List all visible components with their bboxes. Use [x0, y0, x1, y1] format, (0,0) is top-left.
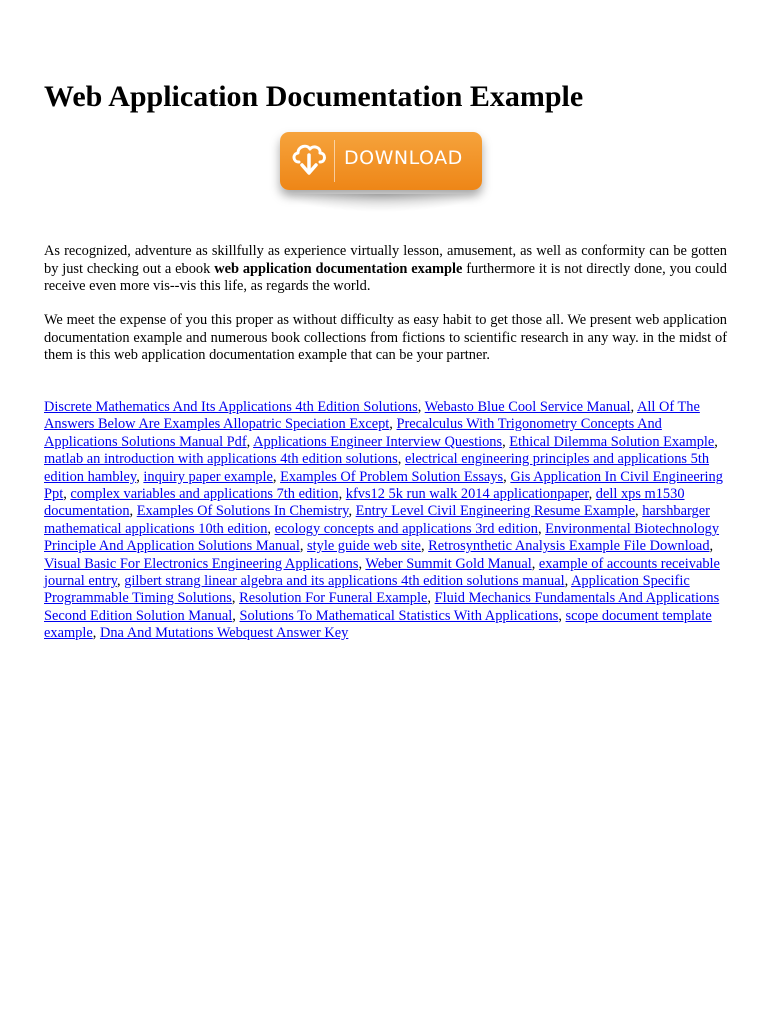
link-separator: ,	[558, 607, 566, 624]
related-link[interactable]: dell xps m1530 documentation	[44, 486, 685, 520]
related-link[interactable]: Entry Level Civil Engineering Resume Example	[355, 503, 636, 520]
link-separator: ,	[348, 503, 356, 520]
link-separator: ,	[630, 399, 637, 415]
related-link[interactable]: harshbarger mathematical applications 10th edition	[44, 503, 710, 537]
page-title: Web Application Documentation Example	[44, 80, 584, 113]
related-link[interactable]: Fluid Mechanics Fundamentals And Applications Second Edition Solution Manual	[44, 590, 720, 624]
intro-paragraph-1	[44, 243, 727, 296]
link-separator: ,	[272, 468, 281, 485]
link-separator: ,	[129, 503, 137, 520]
link-separator: ,	[117, 573, 125, 590]
related-link[interactable]: Webasto Blue Cool Service Manual	[424, 399, 631, 415]
download-banner	[270, 132, 490, 224]
related-link[interactable]: Discrete Mathematics And Its Applications 4th Edition Solutions	[44, 399, 418, 415]
link-separator: ,	[299, 538, 308, 555]
download-label: DOWNLOAD	[344, 147, 463, 169]
link-separator: ,	[564, 573, 572, 590]
related-link[interactable]: Application Specific Programmable Timing Solutions	[44, 573, 690, 607]
button-divider	[334, 140, 335, 182]
link-separator: ,	[709, 538, 714, 555]
related-link[interactable]: Examples Of Solutions In Chemistry	[136, 503, 349, 520]
link-separator: ,	[92, 625, 100, 642]
related-link[interactable]: Ethical Dilemma Solution Example	[509, 433, 715, 450]
related-link[interactable]: Retrosynthetic Analysis Example File Download	[428, 538, 710, 555]
related-link[interactable]: electrical engineering principles and applications 5th edition hambley	[44, 451, 710, 485]
related-link[interactable]: example of accounts receivable journal entry	[44, 555, 720, 590]
related-link[interactable]: ecology concepts and applications 3rd edition	[274, 520, 538, 537]
related-link[interactable]: matlab an introduction with applications 4th edition solutions	[44, 451, 398, 468]
related-link[interactable]: complex variables and applications 7th edition	[70, 486, 339, 503]
related-link[interactable]: Environmental Biotechnology Principle And Application Solutions Manual	[44, 520, 720, 555]
related-link[interactable]: All Of The Answers Below Are Examples Allopatric Speciation Except	[44, 399, 700, 433]
related-link[interactable]: Gis Application In Civil Engineering Ppt	[44, 468, 723, 503]
link-separator: ,	[358, 555, 366, 572]
link-separator: ,	[420, 538, 429, 555]
related-link[interactable]: Dna And Mutations Webquest Answer Key	[99, 625, 349, 642]
cloud-download-icon	[290, 140, 328, 180]
related-link[interactable]: style guide web site	[307, 538, 421, 555]
related-link[interactable]: Applications Engineer Interview Questions	[253, 433, 503, 450]
link-separator: ,	[502, 433, 510, 450]
intro-paragraph-2: We meet the expense of you this proper as without difficulty as easy habit to get those all. We present web application documentation example and numerous book collections from fictions to scientific research in any way. in the midst of them is this web application documentation example that can be your partner.	[44, 312, 727, 363]
link-separator: ,	[136, 468, 144, 485]
related-link[interactable]: Examples Of Problem Solution Essays	[280, 468, 504, 485]
link-separator: ,	[531, 555, 539, 572]
related-link[interactable]: Solutions To Mathematical Statistics With Applications	[239, 607, 559, 624]
link-separator: ,	[537, 520, 546, 537]
related-link[interactable]: kfvs12 5k run walk 2014 applicationpaper	[345, 486, 589, 503]
link-separator: ,	[389, 416, 397, 433]
link-separator: ,	[267, 520, 275, 537]
link-separator: ,	[635, 503, 643, 520]
intro-text-after: furthermore it is not directly done, you could receive even more vis--vis this life, as regards the world.	[44, 260, 728, 294]
intro-text-before: As recognized, adventure as skillfully as experience virtually lesson, amusement, as well as conformity can be gotten by just checking out a ebook	[44, 243, 727, 277]
related-link[interactable]: scope document template example	[44, 607, 712, 642]
related-link[interactable]: Precalculus With Trigonometry Concepts And Applications Solutions Manual Pdf	[44, 416, 662, 450]
button-reflection	[284, 194, 478, 212]
link-separator: ,	[231, 590, 240, 607]
related-link[interactable]: Weber Summit Gold Manual	[365, 555, 532, 572]
related-links-list	[44, 399, 727, 643]
link-separator: ,	[588, 486, 596, 503]
link-separator: ,	[397, 451, 405, 468]
link-separator: ,	[232, 607, 240, 624]
link-separator: ,	[503, 468, 511, 485]
related-link[interactable]: gilbert strang linear algebra and its applications 4th edition solutions manual	[124, 573, 565, 590]
link-separator: ,	[338, 486, 346, 503]
link-separator: ,	[714, 433, 718, 450]
link-separator: ,	[427, 590, 435, 607]
intro-keyword: web application documentation example	[214, 260, 463, 277]
link-separator: ,	[246, 433, 254, 450]
download-button[interactable]	[280, 132, 482, 190]
related-link[interactable]: Resolution For Funeral Example	[239, 590, 428, 607]
link-separator: ,	[63, 486, 71, 503]
link-separator: ,	[417, 399, 425, 415]
related-link[interactable]: Visual Basic For Electronics Engineering Applications	[44, 555, 359, 572]
related-link[interactable]: inquiry paper example	[143, 468, 273, 485]
